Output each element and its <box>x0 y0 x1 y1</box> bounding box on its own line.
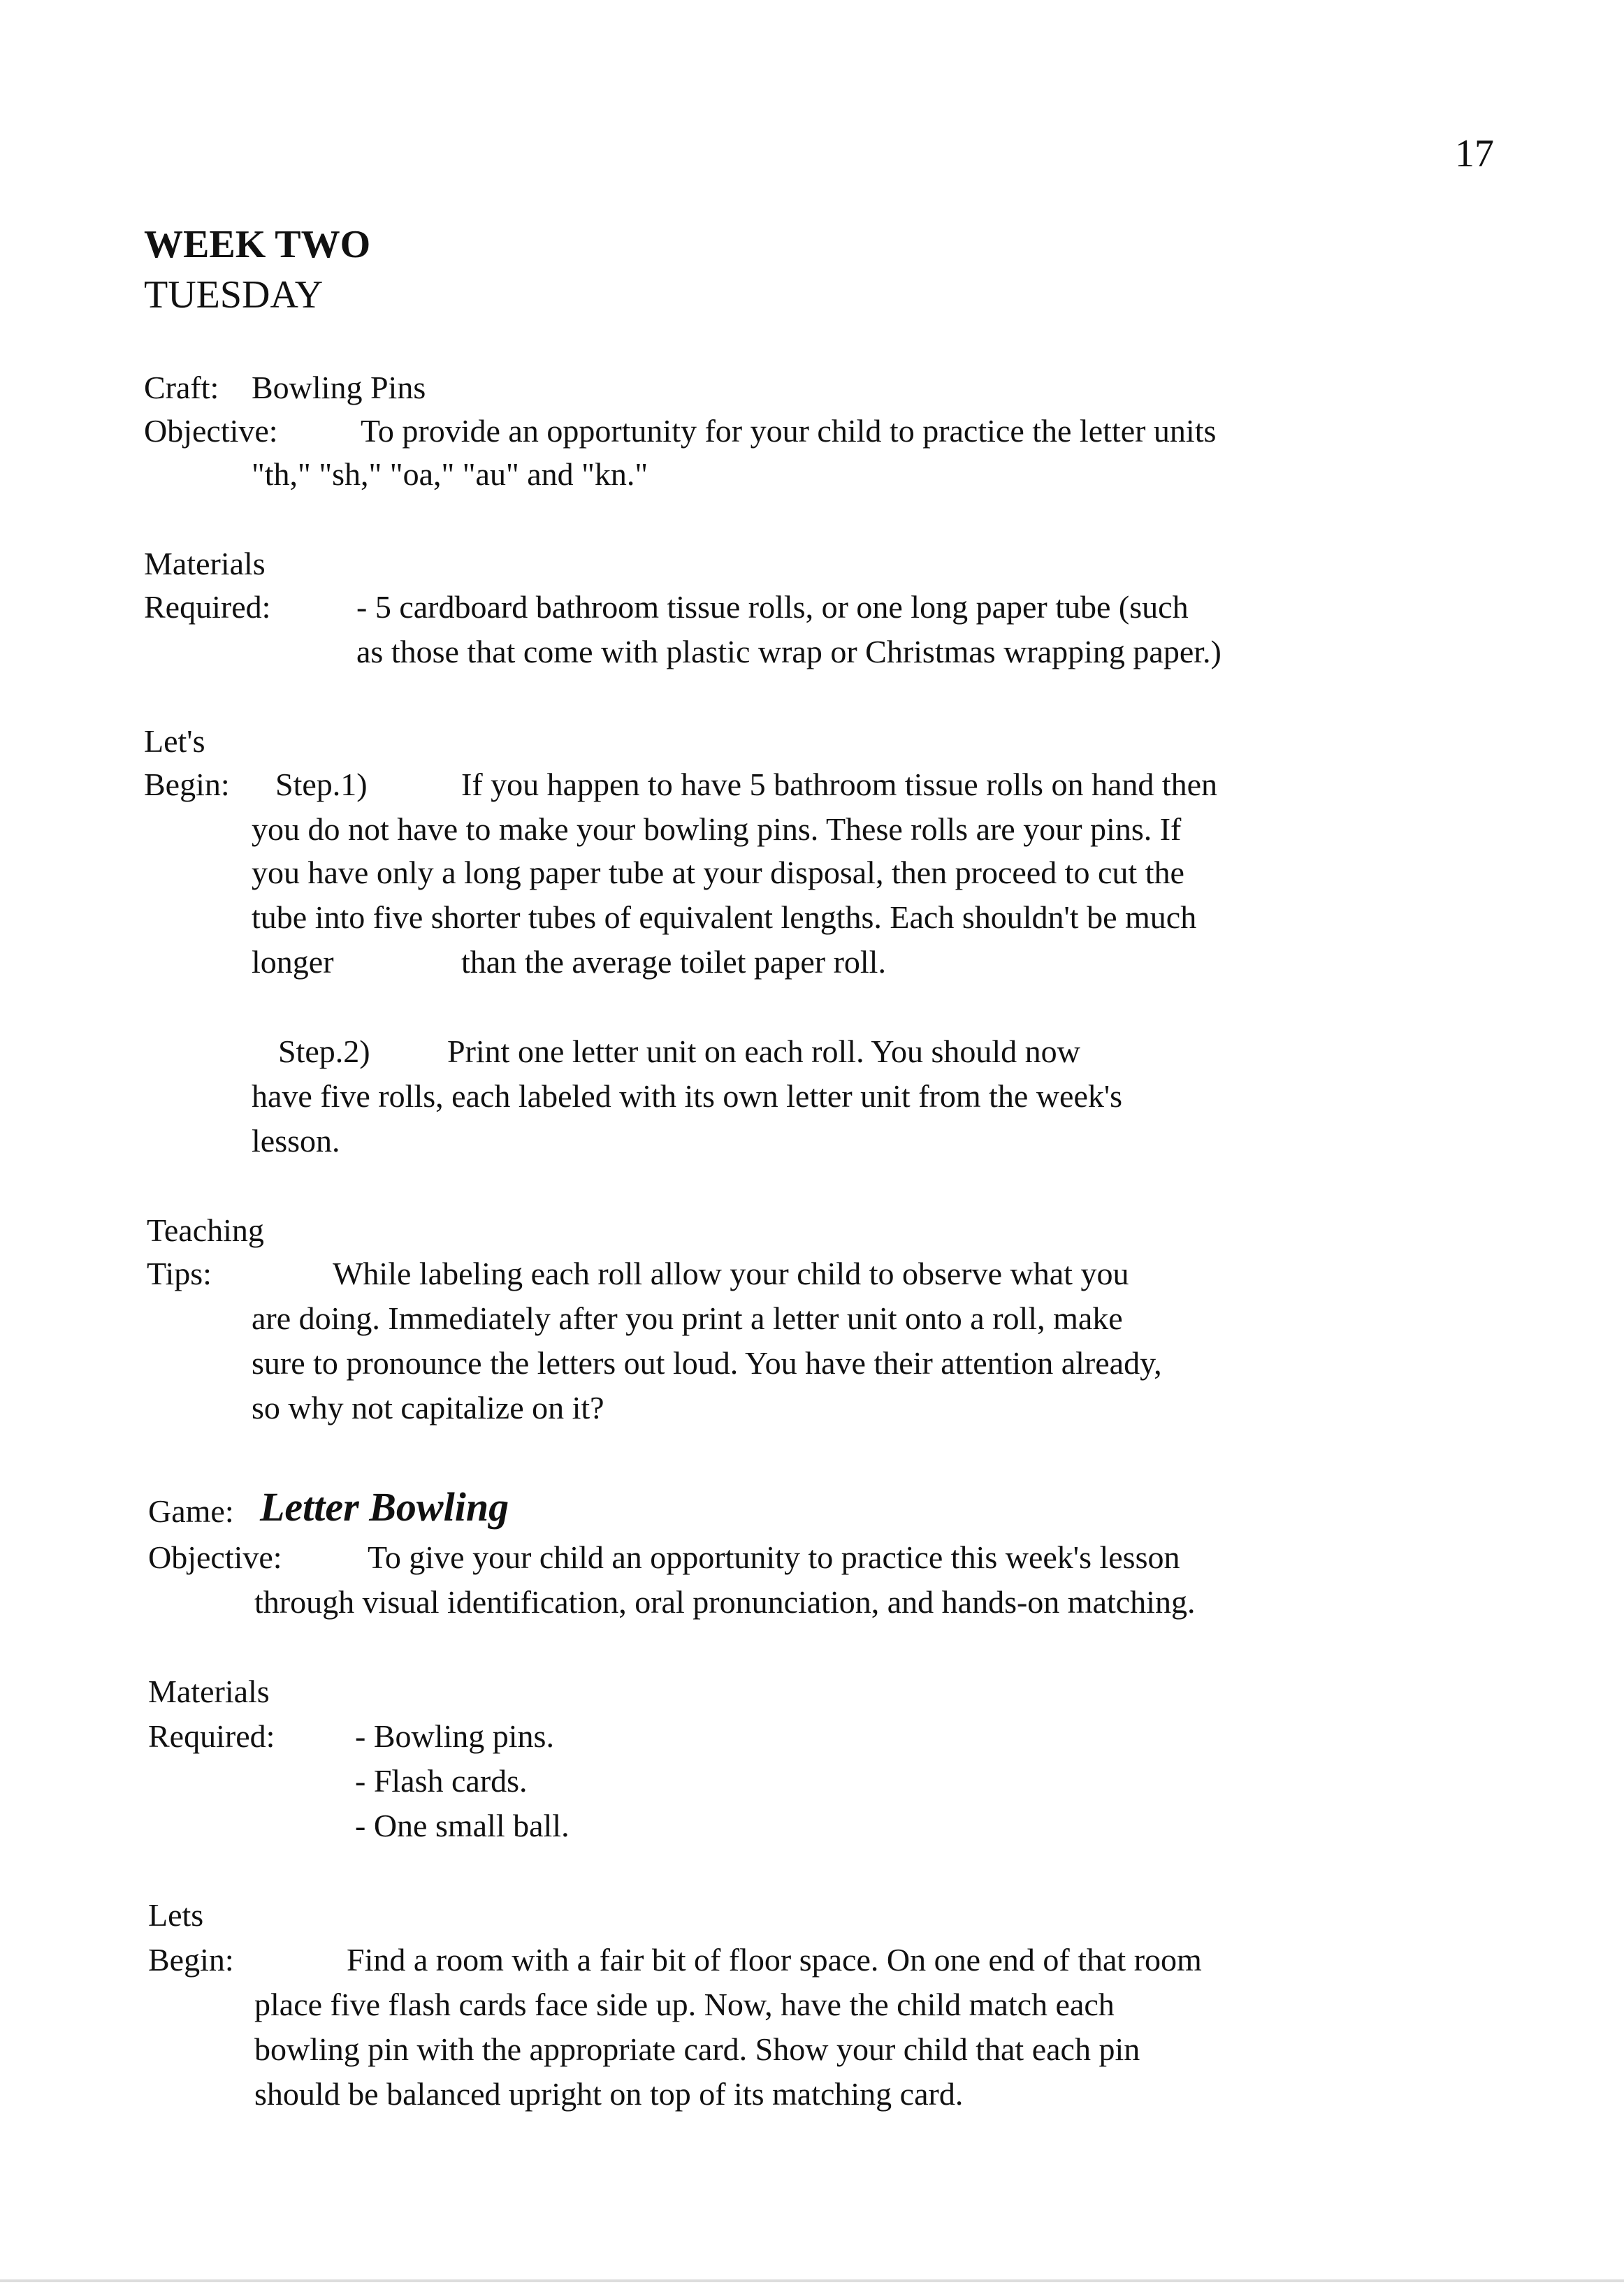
craft-materials-line: as those that come with plastic wrap or Christmas wrapping paper.) <box>356 634 1221 669</box>
step1-line: you do not have to make your bowling pins. These rolls are your pins. If <box>252 811 1182 847</box>
craft-objective-line: "th," "sh," "oa," "au" and "kn." <box>252 456 648 492</box>
tips-teaching-label: Teaching <box>147 1212 264 1248</box>
page-number: 17 <box>1455 132 1494 175</box>
game-objective-line: through visual identification, oral pronunciation, and hands-on matching. <box>254 1584 1196 1620</box>
step1-line: you have only a long paper tube at your disposal, then proceed to cut the <box>252 855 1184 890</box>
game-begin-line: place five flash cards face side up. Now, have the child match each <box>254 1987 1115 2022</box>
craft-label: Craft: <box>144 370 219 405</box>
tips-line: so why not capitalize on it? <box>252 1390 604 1426</box>
craft-required-label: Required: <box>144 589 271 625</box>
game-objective-line: To give your child an opportunity to practice this week's lesson <box>368 1539 1180 1575</box>
game-begin-label: Begin: <box>148 1942 234 1978</box>
game-begin-line: bowling pin with the appropriate card. Show your child that each pin <box>254 2031 1140 2067</box>
tips-line: sure to pronounce the letters out loud. You have their attention already, <box>252 1345 1162 1381</box>
game-begin-line: Find a room with a fair bit of floor space. On one end of that room <box>347 1942 1202 1978</box>
week-heading: WEEK TWO <box>144 223 371 266</box>
step1-line: tube into five shorter tubes of equivalent lengths. Each shouldn't be much <box>252 899 1197 935</box>
step2-label: Step.2) <box>278 1033 370 1069</box>
craft-name: Bowling Pins <box>252 370 426 405</box>
game-begin-line: should be balanced upright on top of its matching card. <box>254 2076 964 2112</box>
game-materials-item: - Flash cards. <box>355 1763 528 1799</box>
step1-label: Step.1) <box>275 767 368 802</box>
game-materials-item: - One small ball. <box>355 1808 570 1843</box>
game-required-label: Required: <box>148 1718 275 1754</box>
craft-materials-line: - 5 cardboard bathroom tissue rolls, or one long paper tube (such <box>356 589 1189 625</box>
game-materials-item: - Bowling pins. <box>355 1718 554 1754</box>
tips-line: are doing. Immediately after you print a letter unit onto a roll, make <box>252 1300 1123 1336</box>
craft-lets-label: Let's <box>144 723 205 759</box>
day-heading: TUESDAY <box>144 273 324 317</box>
page-bottom-edge <box>0 2279 1624 2282</box>
step1-line: longer <box>252 944 334 980</box>
step2-line: Print one letter unit on each roll. You should now <box>447 1033 1080 1069</box>
step2-line: have five rolls, each labeled with its own letter unit from the week's <box>252 1078 1123 1114</box>
game-title: Letter Bowling <box>260 1484 509 1530</box>
game-label: Game: <box>148 1493 234 1529</box>
tips-line: While labeling each roll allow your child to observe what you <box>333 1256 1129 1291</box>
step1-line: If you happen to have 5 bathroom tissue rolls on hand then <box>461 767 1218 802</box>
tips-label: Tips: <box>147 1256 212 1291</box>
craft-objective-label: Objective: <box>144 413 278 449</box>
craft-begin-label: Begin: <box>144 767 230 802</box>
step1-line: than the average toilet paper roll. <box>461 944 886 980</box>
craft-objective-line: To provide an opportunity for your child to practice the letter units <box>361 413 1217 449</box>
step2-line: lesson. <box>252 1123 340 1159</box>
game-materials-label: Materials <box>148 1674 270 1709</box>
craft-materials-label: Materials <box>144 546 266 581</box>
game-objective-label: Objective: <box>148 1539 282 1575</box>
game-lets-label: Lets <box>148 1897 204 1933</box>
